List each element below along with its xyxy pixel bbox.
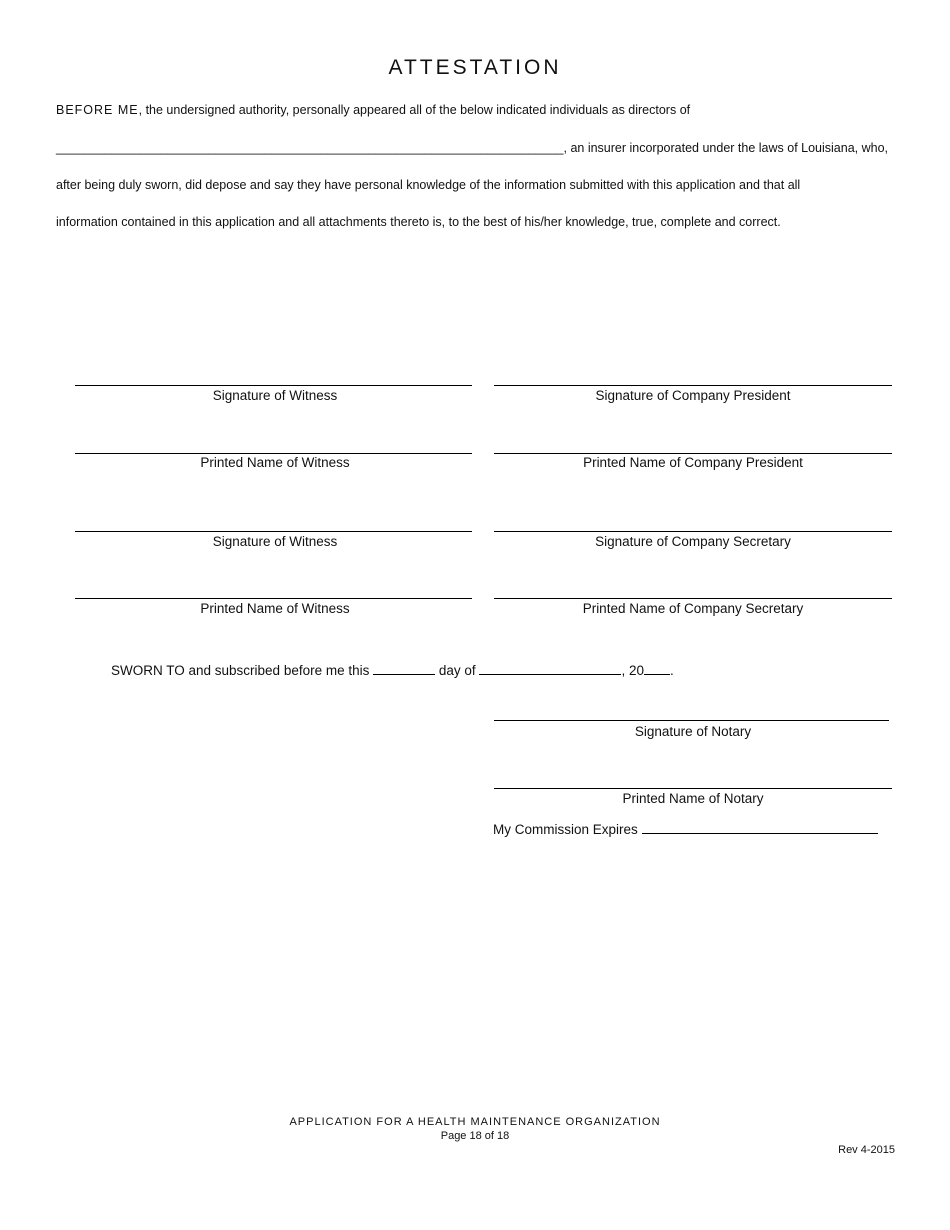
- insurer-name-blank[interactable]: _________________________________________________________________________: [56, 141, 564, 155]
- witness-printed-name-label-2: Printed Name of Witness: [200, 601, 350, 616]
- paragraph-line-1: [56, 103, 896, 117]
- commission-expires-label: My Commission Expires: [493, 822, 638, 837]
- notary-signature-line[interactable]: [494, 720, 889, 721]
- sworn-statement: [111, 660, 674, 678]
- before-me-lead: BEFORE ME: [56, 103, 139, 117]
- footer-document-title: APPLICATION FOR A HEALTH MAINTENANCE ORGANIZATION: [289, 1116, 661, 1128]
- sworn-text-3: , 20: [621, 663, 644, 678]
- president-signature-line[interactable]: [494, 385, 892, 386]
- sworn-month-blank[interactable]: [479, 660, 621, 675]
- president-signature-label: Signature of Company President: [595, 388, 791, 403]
- commission-expires: [493, 819, 878, 837]
- footer-page-number: Page 18 of 18: [440, 1130, 510, 1142]
- sworn-text-2: day of: [438, 663, 476, 678]
- witness-printed-name-line-2[interactable]: [75, 598, 472, 599]
- paragraph-line-2: [56, 141, 896, 155]
- secretary-printed-name-label: Printed Name of Company Secretary: [582, 601, 804, 616]
- paragraph-line-4: information contained in this application and all attachments thereto is, to the best of his/her knowledge, true, complete and correct.: [56, 215, 781, 229]
- page-title: ATTESTATION: [388, 56, 562, 79]
- witness-printed-name-label-1: Printed Name of Witness: [200, 455, 350, 470]
- secretary-signature-line[interactable]: [494, 531, 892, 532]
- sworn-text-1: SWORN TO and subscribed before me this: [111, 663, 370, 678]
- witness-signature-line-1[interactable]: [75, 385, 472, 386]
- sworn-day-blank[interactable]: [373, 660, 435, 675]
- president-printed-name-line[interactable]: [494, 453, 892, 454]
- secretary-printed-name-line[interactable]: [494, 598, 892, 599]
- paragraph-line-1-text: , the undersigned authority, personally appeared all of the below indicated individuals as directors of: [138, 103, 691, 117]
- witness-signature-line-2[interactable]: [75, 531, 472, 532]
- paragraph-line-2-text: , an insurer incorporated under the laws of Louisiana, who,: [563, 141, 888, 155]
- sworn-text-4: .: [669, 663, 674, 678]
- president-printed-name-label: Printed Name of Company President: [583, 455, 803, 470]
- witness-signature-label-2: Signature of Witness: [212, 534, 338, 549]
- footer-revision: Rev 4-2015: [838, 1144, 895, 1156]
- notary-printed-name-line[interactable]: [494, 788, 892, 789]
- sworn-year-blank[interactable]: [644, 660, 670, 675]
- notary-signature-label: Signature of Notary: [634, 724, 752, 739]
- secretary-signature-label: Signature of Company Secretary: [595, 534, 791, 549]
- commission-expires-blank[interactable]: [642, 819, 878, 834]
- witness-printed-name-line-1[interactable]: [75, 453, 472, 454]
- notary-printed-name-label: Printed Name of Notary: [622, 791, 764, 806]
- paragraph-line-3: after being duly sworn, did depose and say they have personal knowledge of the information submitted with this application and that all: [56, 178, 801, 192]
- witness-signature-label-1: Signature of Witness: [212, 388, 338, 403]
